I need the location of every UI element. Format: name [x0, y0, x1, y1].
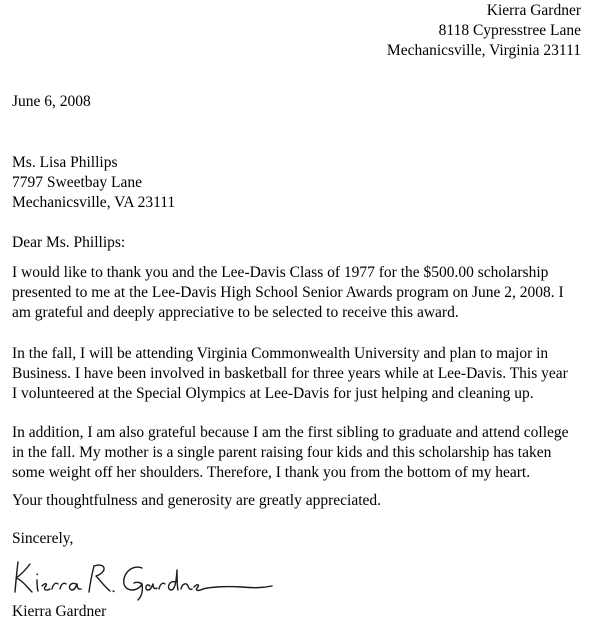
sender-street: 8118 Cypresstree Lane [438, 22, 581, 39]
body-paragraph-3 [12, 423, 594, 483]
paragraph-line: Your thoughtfulness and generosity are greatly appreciated. [12, 492, 382, 509]
sender-address-block [387, 1, 581, 61]
paragraph-line: presented to me at the Lee-Davis High School Senior Awards program on June 2, 2008. I [12, 284, 564, 301]
salutation: Dear Ms. Phillips: [12, 234, 126, 251]
recipient-address-block [12, 153, 175, 213]
handwritten-signature [10, 556, 280, 602]
body-paragraph-1 [12, 263, 594, 323]
sender-city-state-zip: Mechanicsville, Virginia 23111 [386, 42, 581, 59]
closing: Sincerely, [12, 530, 74, 547]
paragraph-line: Business. I have been involved in basketball for three years while at Lee-Davis. This year [12, 365, 568, 382]
recipient-city-state-zip: Mechanicsville, VA 23111 [12, 194, 176, 211]
signed-name: Kierra Gardner [12, 603, 107, 620]
sender-name: Kierra Gardner [486, 2, 581, 19]
paragraph-line: I volunteered at the Special Olympics at Lee-Davis for just helping and cleaning up. [12, 385, 534, 402]
letter-date: June 6, 2008 [12, 93, 91, 110]
paragraph-line: am grateful and deeply appreciative to be selected to receive this award. [12, 304, 459, 321]
paragraph-line: In addition, I am also grateful because I am the first sibling to graduate and attend college [12, 424, 569, 441]
paragraph-line: In the fall, I will be attending Virginia Commonwealth University and plan to major in [12, 345, 549, 362]
body-paragraph-2 [12, 344, 594, 404]
paragraph-line: some weight off her shoulders. Therefore, I thank you from the bottom of my heart. [12, 464, 531, 481]
recipient-name: Ms. Lisa Phillips [12, 154, 118, 171]
paragraph-line: in the fall. My mother is a single parent raising four kids and this scholarship has taken [12, 444, 552, 461]
paragraph-line: I would like to thank you and the Lee-Davis Class of 1977 for the $500.00 scholarship [12, 264, 549, 281]
recipient-street: 7797 Sweetbay Lane [12, 174, 142, 191]
body-paragraph-4 [12, 491, 594, 511]
